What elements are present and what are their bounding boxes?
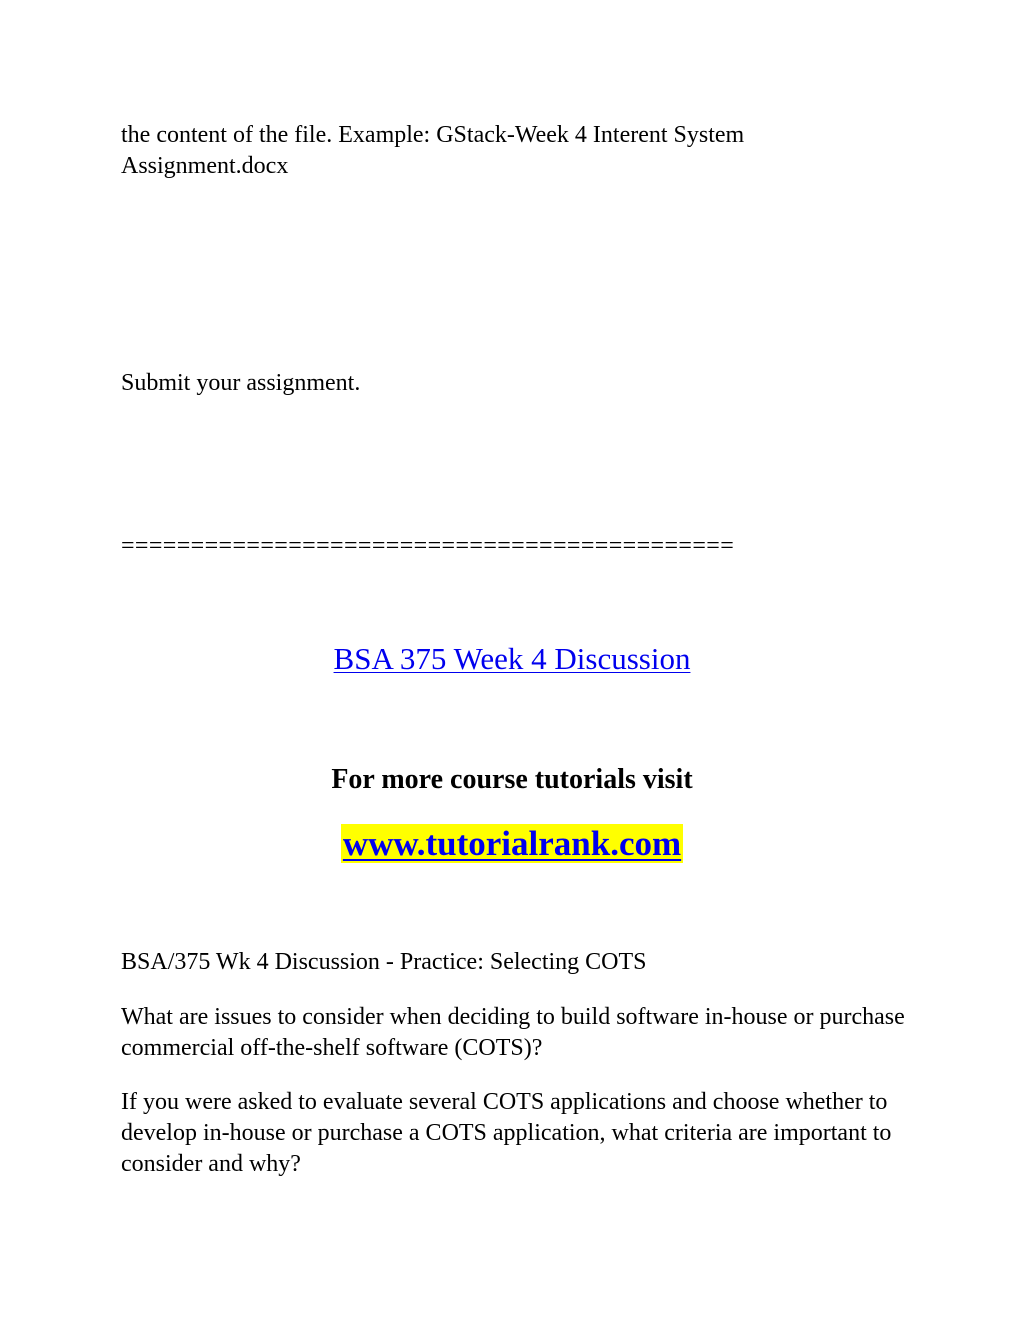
discussion-title: BSA/375 Wk 4 Discussion - Practice: Selecting COTS [121, 949, 647, 975]
visit-heading: For more course tutorials visit [331, 764, 693, 795]
section-separator: ============================================ [121, 533, 735, 559]
question-paragraph-1: What are issues to consider when deciding to build software in-house or purchase commercial off-the-shelf software (COTS)? [121, 1004, 905, 1061]
question-paragraph-2: If you were asked to evaluate several COTS applications and choose whether to develop in-house or purchase a COTS application, what criteria are important to consider and why? [121, 1089, 892, 1177]
site-url-link[interactable]: www.tutorialrank.com [342, 824, 682, 863]
discussion-link[interactable]: BSA 375 Week 4 Discussion [333, 641, 691, 676]
intro-paragraph: the content of the file. Example: GStack-Week 4 Interent System Assignment.docx [121, 122, 745, 179]
submit-instruction: Submit your assignment. [121, 370, 361, 396]
site-url-line [0, 822, 1024, 866]
